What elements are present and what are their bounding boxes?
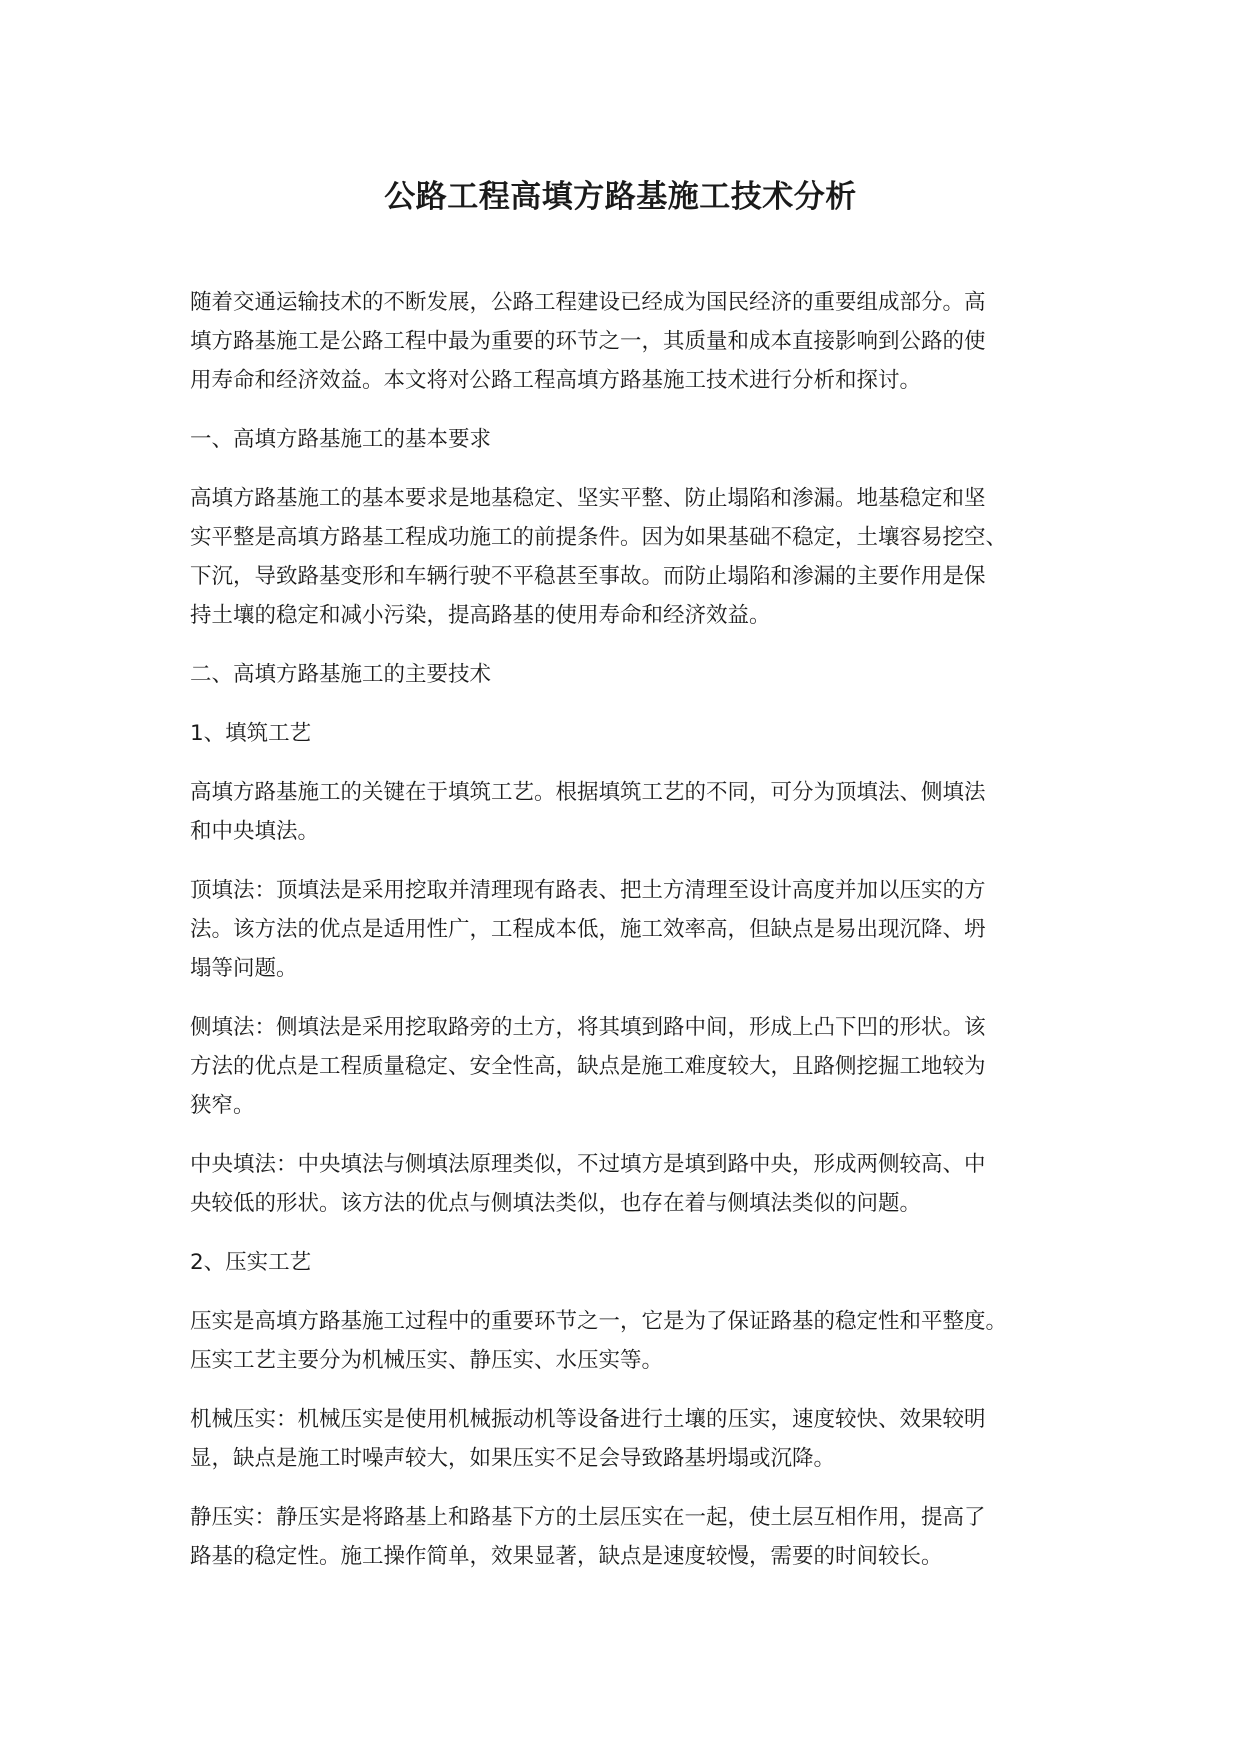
text-line: 机械压实：机械压实是使用机械振动机等设备进行土壤的压实，速度较快、效果较明: [190, 1407, 986, 1432]
text-line: 方法的优点是工程质量稳定、安全性高，缺点是施工难度较大，且路侧挖掘工地较为: [190, 1054, 986, 1079]
paragraph: [190, 1498, 1080, 1576]
paragraph: [190, 773, 1080, 851]
paragraph: [190, 1008, 1080, 1125]
text-line: 高填方路基施工的基本要求是地基稳定、坚实平整、防止塌陷和渗漏。地基稳定和坚: [190, 486, 986, 511]
text-line: 和中央填法。: [190, 819, 320, 844]
text-line: 持土壤的稳定和减小污染，提高路基的使用寿命和经济效益。: [190, 603, 771, 628]
text-line: 塌等问题。: [190, 956, 298, 981]
text-line: 静压实：静压实是将路基上和路基下方的土层压实在一起，使土层互相作用，提高了: [190, 1505, 986, 1530]
text-line: 一、高填方路基施工的基本要求: [190, 427, 492, 452]
subsection-heading: [190, 714, 1080, 753]
subsection-heading: [190, 1243, 1080, 1282]
text-line: 二、高填方路基施工的主要技术: [190, 662, 492, 687]
paragraph: [190, 1302, 1080, 1380]
text-line: 中央填法：中央填法与侧填法原理类似，不过填方是填到路中央，形成两侧较高、中: [190, 1152, 986, 1177]
paragraph: [190, 1145, 1080, 1223]
text-line: 用寿命和经济效益。本文将对公路工程高填方路基施工技术进行分析和探讨。: [190, 368, 922, 393]
text-line: 实平整是高填方路基工程成功施工的前提条件。因为如果基础不稳定，土壤容易挖空、: [190, 525, 1008, 550]
text-line: 侧填法：侧填法是采用挖取路旁的土方，将其填到路中间，形成上凸下凹的形状。该: [190, 1015, 986, 1040]
paragraph-intro: [190, 283, 1080, 400]
paragraph: [190, 871, 1080, 988]
text-line: 填方路基施工是公路工程中最为重要的环节之一，其质量和成本直接影响到公路的使: [190, 329, 986, 354]
text-line: 顶填法：顶填法是采用挖取并清理现有路表、把土方清理至设计高度并加以压实的方: [190, 878, 986, 903]
text-line: 压实工艺主要分为机械压实、静压实、水压实等。: [190, 1348, 664, 1373]
text-line: 狭窄。: [190, 1093, 255, 1118]
text-line: 路基的稳定性。施工操作简单，效果显著，缺点是速度较慢，需要的时间较长。: [190, 1544, 943, 1569]
text-line: 2、压实工艺: [190, 1250, 312, 1275]
text-line: 法。该方法的优点是适用性广，工程成本低，施工效率高，但缺点是易出现沉降、坍: [190, 917, 986, 942]
text-line: 压实是高填方路基施工过程中的重要环节之一，它是为了保证路基的稳定性和平整度。: [190, 1309, 1008, 1334]
section-heading: [190, 655, 1080, 694]
text-line: 显，缺点是施工时噪声较大，如果压实不足会导致路基坍塌或沉降。: [190, 1446, 836, 1471]
text-line: 1、填筑工艺: [190, 721, 312, 746]
document-title: 公路工程高填方路基施工技术分析: [384, 179, 857, 215]
paragraph: [190, 1400, 1080, 1478]
document-body: [190, 283, 1080, 1596]
section-heading: [190, 420, 1080, 459]
paragraph: [190, 479, 1080, 635]
text-line: 随着交通运输技术的不断发展，公路工程建设已经成为国民经济的重要组成部分。高: [190, 290, 986, 315]
text-line: 高填方路基施工的关键在于填筑工艺。根据填筑工艺的不同，可分为顶填法、侧填法: [190, 780, 986, 805]
text-line: 下沉，导致路基变形和车辆行驶不平稳甚至事故。而防止塌陷和渗漏的主要作用是保: [190, 564, 986, 589]
text-line: 央较低的形状。该方法的优点与侧填法类似，也存在着与侧填法类似的问题。: [190, 1191, 922, 1216]
